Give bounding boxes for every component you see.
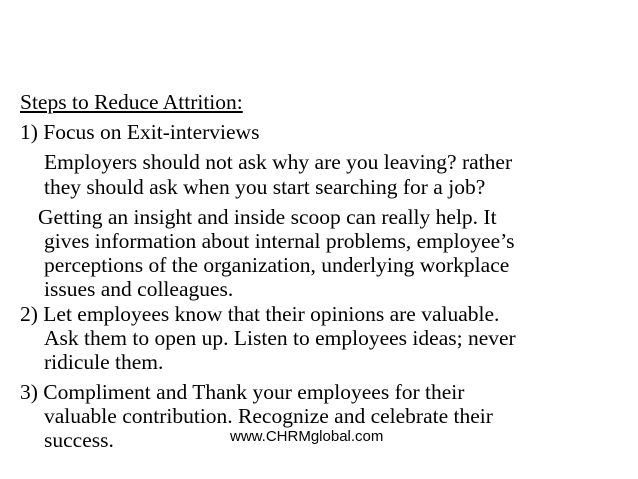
- step-1-paragraph-1-line: Employers should not ask why are you leaving? rather: [44, 150, 513, 174]
- footer-website: www.CHRMglobal.com: [230, 428, 384, 445]
- step-1-title: 1) Focus on Exit-interviews: [20, 120, 260, 144]
- step-2-line: 2) Let employees know that their opinions are valuable.: [20, 302, 500, 326]
- step-2-line: ridicule them.: [44, 350, 164, 374]
- step-1-paragraph-2-line: gives information about internal problems, employee’s: [44, 229, 515, 253]
- slide-heading: Steps to Reduce Attrition:: [20, 90, 243, 114]
- step-1-paragraph-2-line: Getting an insight and inside scoop can really help. It: [38, 205, 497, 229]
- step-3-line: 3) Compliment and Thank your employees for their: [20, 380, 465, 404]
- step-1-paragraph-2-line: issues and colleagues.: [44, 277, 234, 301]
- step-3-line: success.: [44, 428, 114, 452]
- step-2-line: Ask them to open up. Listen to employees ideas; never: [44, 326, 516, 350]
- step-1-paragraph-2-line: perceptions of the organization, underlying workplace: [44, 253, 510, 277]
- step-1-paragraph-1-line: they should ask when you start searching for a job?: [44, 175, 486, 199]
- step-3-line: valuable contribution. Recognize and celebrate their: [44, 404, 493, 428]
